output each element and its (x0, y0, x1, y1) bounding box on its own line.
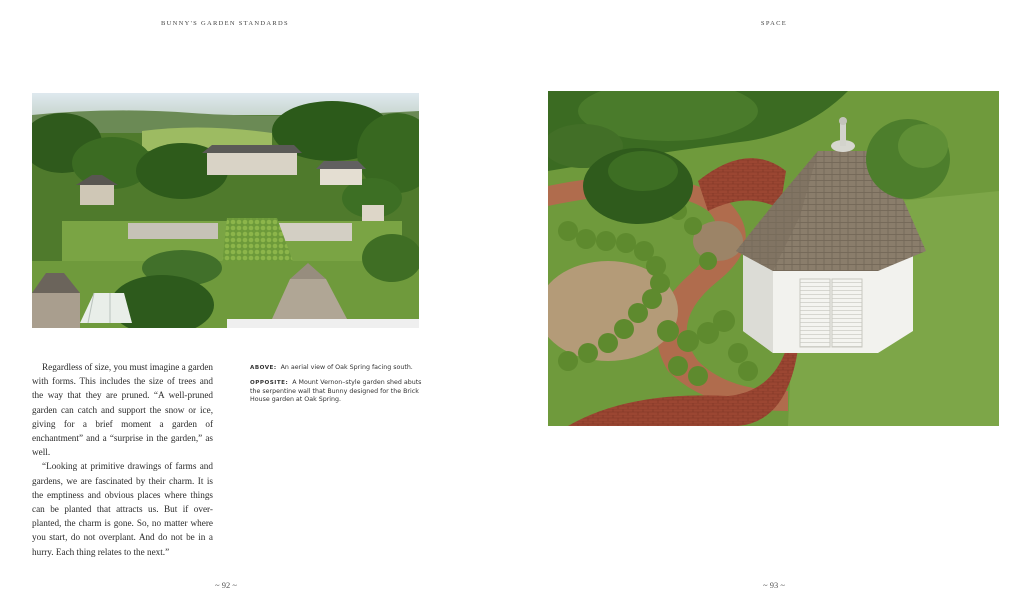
aerial-photo-illustration (32, 93, 419, 328)
caption-text: An aerial view of Oak Spring facing south. (280, 364, 413, 371)
body-paragraph: Regardless of size, you must imagine a garden with forms. This includes the size of trees and the way that they are pruned. “A well-pruned garden can catch and support the snow or ice, giving for a brief moment a garden of enchantment” and a “surprise in the garden,” as well. (32, 362, 213, 458)
running-head-left: BUNNY'S GARDEN STANDARDS (161, 20, 289, 27)
caption-opposite (250, 379, 422, 405)
caption-text: A Mount Vernon–style garden shed abuts the serpentine wall that Bunny designed for the Brick House garden at Oak Spring. (250, 378, 422, 404)
running-head-right: SPACE (760, 20, 788, 27)
body-paragraph: “Looking at primitive drawings of farms and gardens, we are fascinated by their charm. It is the emptiness and obvious places where things can be planted that attracts us. But if over-planted, the charm is gone. So, no matter where you start, do not overplant. And do not be in a hurry. Each thing relates to the next.” (32, 461, 213, 557)
garden-shed-illustration (548, 91, 999, 426)
page-number-left: ~ 92 ~ (215, 580, 237, 590)
page-number-right: ~ 93 ~ (763, 580, 785, 590)
body-text (32, 360, 213, 559)
aerial-photo-oak-spring (32, 93, 419, 328)
caption-above (250, 364, 422, 373)
caption-label: OPPOSITE: (250, 379, 289, 386)
photo-captions (250, 364, 422, 411)
right-page (512, 0, 1024, 606)
caption-label: ABOVE: (250, 365, 277, 371)
garden-shed-photo (548, 91, 999, 426)
